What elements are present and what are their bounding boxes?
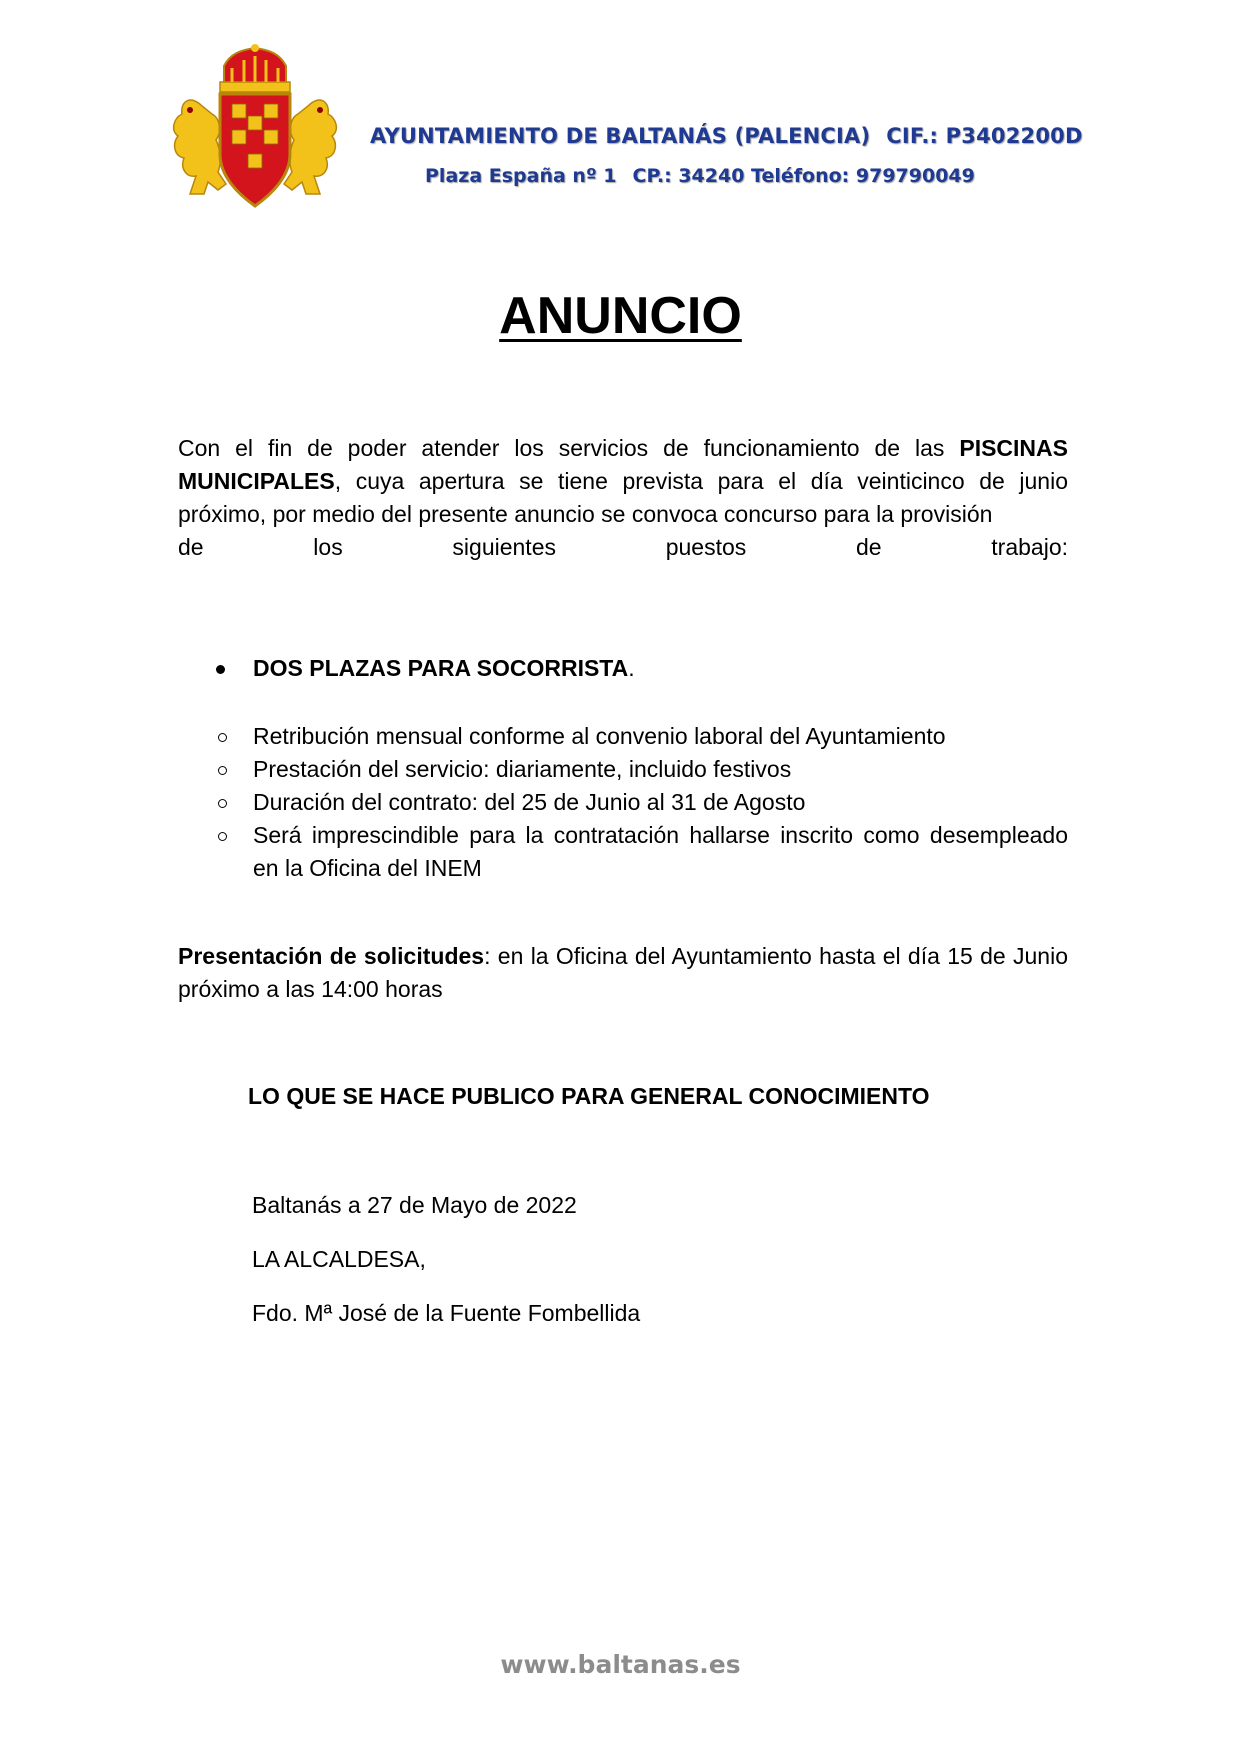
signature-date: Baltanás a 27 de Mayo de 2022 [252, 1192, 577, 1218]
cif-number: CIF.: P3402200D [886, 124, 1083, 148]
footer-website: www.baltanas.es [500, 1650, 741, 1679]
header-org-line [370, 124, 1083, 148]
bullet-circle-icon [218, 832, 227, 841]
conditions-list [216, 720, 1068, 885]
signature-role: LA ALCALDESA, [252, 1246, 426, 1272]
coat-of-arms-icon [160, 44, 350, 208]
position-label: DOS PLAZAS PARA SOCORRISTA [253, 655, 629, 681]
bullet-circle-icon [218, 733, 227, 742]
intro-last-line: de los siguientes puestos de trabajo: [178, 534, 1068, 560]
list-item: Prestación del servicio: diariamente, incluido festivos [216, 753, 1068, 786]
document-title: ANUNCIO [499, 287, 742, 345]
list-item: Retribución mensual conforme al convenio laboral del Ayuntamiento [216, 720, 1068, 753]
pools-highlight: PISCINAS MUNICIPALES [178, 435, 1068, 494]
bullet-dot-icon [216, 665, 225, 674]
list-item: Duración del contrato: del 25 de Junio al 31 de Agosto [216, 786, 1068, 819]
bullet-circle-icon [218, 766, 227, 775]
contact-info: CP.: 34240 Teléfono: 979790049 [632, 165, 975, 187]
submission-paragraph: Presentación de solicitudes: en la Oficina del Ayuntamiento hasta el día 15 de Junio próximo a las 14:00 horas [178, 943, 1068, 1002]
list-item: Será imprescindible para la contratación hallarse inscrito como desempleado en la Oficina del INEM [216, 819, 1068, 885]
header-address-line [425, 165, 975, 187]
submission-label: Presentación de solicitudes [178, 943, 485, 969]
public-notice: LO QUE SE HACE PUBLICO PARA GENERAL CONOCIMIENTO [248, 1083, 930, 1109]
signature-name: Fdo. Mª José de la Fuente Fombellida [252, 1300, 641, 1326]
bullet-circle-icon [218, 799, 227, 808]
address: Plaza España nº 1 [425, 165, 617, 187]
org-name: AYUNTAMIENTO DE BALTANÁS (PALENCIA) [370, 124, 871, 148]
intro-paragraph: Con el fin de poder atender los servicios de funcionamiento de las PISCINAS MUNICIPALES, cuya apertura se tiene prevista para el día veinticinco de junio próximo, por medio del presente anuncio se convoca concurso para la provisión de los siguientes puestos de trabajo: [178, 432, 1068, 564]
